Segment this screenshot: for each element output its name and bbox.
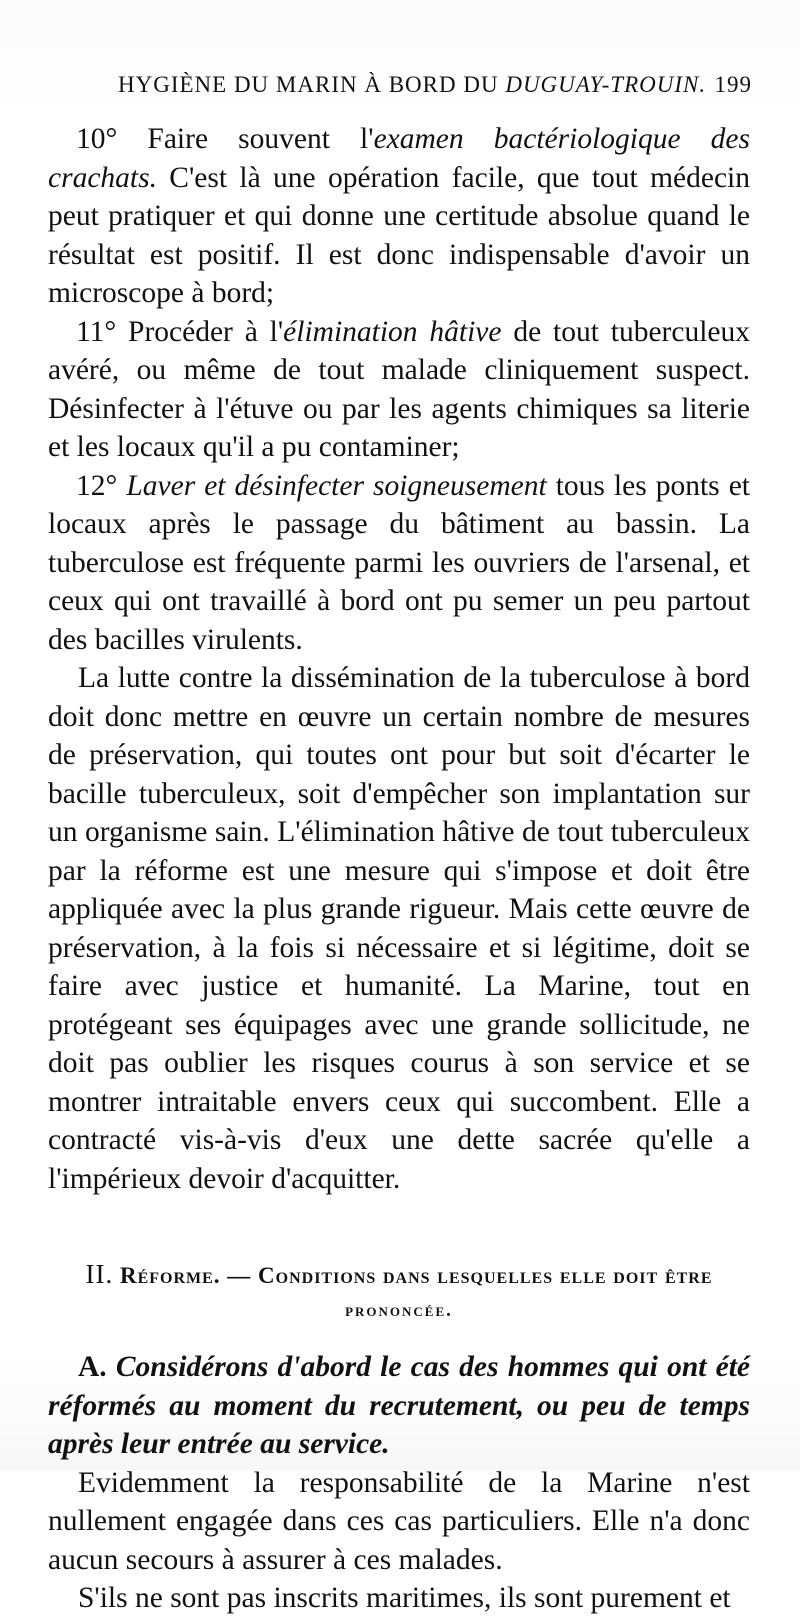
paragraph-a-label: A. bbox=[78, 1351, 107, 1383]
running-header bbox=[118, 72, 752, 98]
paragraph-a-text: Considérons d'abord le cas des hommes qui ont été réformés au moment du recrutement, ou peu de temps après leur entrée au service. bbox=[48, 1351, 750, 1460]
item-12-emphasis: Laver et désinfecter soigneusement bbox=[117, 469, 547, 502]
paragraph-lutte: La lutte contre la dissémination de la tuberculose à bord doit donc mettre en œuvre un certain nombre de mesures de préservation, qui toutes ont pour but soit d'écarter le bacille tuberculeux, soit d'empêcher son implantation sur un organisme sain. L'élimination hâtive de tout tuberculeux par la réforme est une mesure qui s'impose et doit être appliquée avec la plus grande rigueur. Mais cette œuvre de préservation, à la fois si nécessaire et si légitime, doit se faire avec justice et humanité. La Marine, tout en protégeant ses équipages avec une grande sollicitude, ne doit pas oublier les risques courus à son service et se montrer intraitable envers ceux qui succombent. Elle a contracté vis-à-vis d'eux une dette sacrée qu'elle a l'impérieux devoir d'acquitter. bbox=[48, 662, 750, 1195]
section-heading bbox=[48, 1254, 750, 1296]
paragraph-sils: S'ils ne sont pas inscrits maritimes, ils sont purement et bbox=[78, 1582, 731, 1614]
section-title: Réforme. — Conditions dans lesquelles elle doit être bbox=[119, 1263, 713, 1288]
paragraph-a bbox=[48, 1348, 750, 1464]
section-number: II. bbox=[85, 1259, 114, 1289]
item-11-number: 11° bbox=[76, 315, 117, 348]
item-11-text-b: de tout tuberculeux avéré, ou même de tout malade cliniquement suspect. Désinfecter à l'étuve ou par les agents chimiques sa literie et les locaux qu'il a pu contaminer; bbox=[48, 315, 750, 463]
item-12-number: 12° bbox=[76, 469, 118, 502]
item-10-text-a: Faire souvent l' bbox=[117, 123, 374, 155]
section-subtitle: prononcée. bbox=[345, 1300, 453, 1321]
item-12 bbox=[48, 467, 750, 660]
running-title-text: HYGIÈNE DU MARIN À BORD DU bbox=[118, 72, 499, 97]
item-11 bbox=[48, 313, 750, 467]
item-10-number: 10° bbox=[76, 123, 118, 155]
item-11-text-a: Procéder à l' bbox=[116, 315, 284, 348]
ship-name: DUGUAY-TROUIN. bbox=[505, 72, 707, 97]
paragraph-evidemment: Evidemment la responsabilité de la Marine n'est nullement engagée dans ces cas particuliers. Elle n'a donc aucun secours à assurer à ces malades. bbox=[48, 1466, 750, 1576]
running-title bbox=[118, 72, 706, 98]
item-11-emphasis: élimination hâtive bbox=[283, 315, 502, 348]
item-12-text-b: tous les ponts et locaux après le passage du bâtiment au bassin. La tuberculose est fréquente parmi les ouvriers de l'arsenal, et ceux qui ont travaillé à bord ont pu semer un peu partout des bacilles virulents. bbox=[48, 469, 750, 656]
page-body bbox=[48, 120, 750, 1618]
page-number: 199 bbox=[714, 72, 752, 97]
item-10-text-b: C'est là une opération facile, que tout médecin peut pratiquer et qui donne une certitude absolue quand le résultat est positif. Il est donc indispensable d'avoir un microscope à bord; bbox=[48, 161, 750, 309]
item-10 bbox=[48, 120, 750, 313]
item-10-emphasis: examen bactériologique des crachats. bbox=[48, 123, 750, 194]
